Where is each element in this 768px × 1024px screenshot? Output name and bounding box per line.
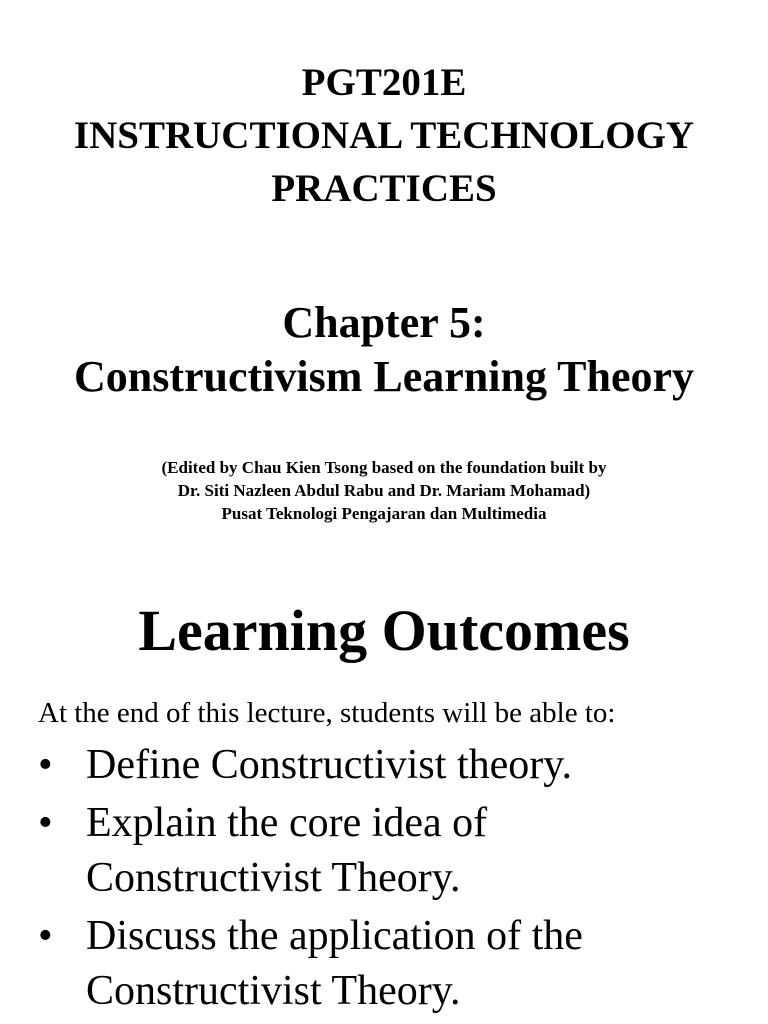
outcome-text-continued: Constructivist Theory.: [86, 855, 461, 901]
bullet-icon: •: [38, 800, 53, 846]
course-name-line-1: INSTRUCTIONAL TECHNOLOGY: [73, 114, 695, 157]
chapter-name: Constructivism Learning Theory: [73, 352, 695, 401]
course-code: PGT201E: [301, 61, 467, 104]
outcome-item: [0, 796, 768, 906]
outcome-list: [0, 738, 768, 1022]
learning-outcomes-slide: [0, 560, 768, 1024]
outcome-text-continued: Constructivist Theory.: [86, 968, 461, 1014]
bullet-icon: •: [38, 742, 53, 788]
chapter-title: [0, 296, 768, 404]
outcome-item: [0, 909, 768, 1019]
credit-line-3: Pusat Teknologi Pengajaran dan Multimedia: [221, 504, 547, 523]
course-name-line-2: PRACTICES: [271, 167, 497, 210]
credit-line-2: Dr. Siti Nazleen Abdul Rabu and Dr. Mariam Mohamad): [177, 481, 591, 500]
outcome-item: [0, 738, 768, 793]
outcomes-heading: Learning Outcomes: [138, 598, 630, 663]
outcome-text: Define Constructivist theory.: [86, 742, 573, 788]
bullet-icon: •: [38, 913, 53, 959]
chapter-number: Chapter 5:: [282, 298, 486, 347]
outcome-text: Explain the core idea of: [86, 800, 488, 846]
outcomes-intro: At the end of this lecture, students will be able to:: [38, 697, 616, 729]
outcome-text: Discuss the application of the: [86, 913, 583, 959]
course-title: [0, 56, 768, 215]
credit-line-1: (Edited by Chau Kien Tsong based on the foundation built by: [161, 458, 607, 477]
credits: [0, 456, 768, 525]
